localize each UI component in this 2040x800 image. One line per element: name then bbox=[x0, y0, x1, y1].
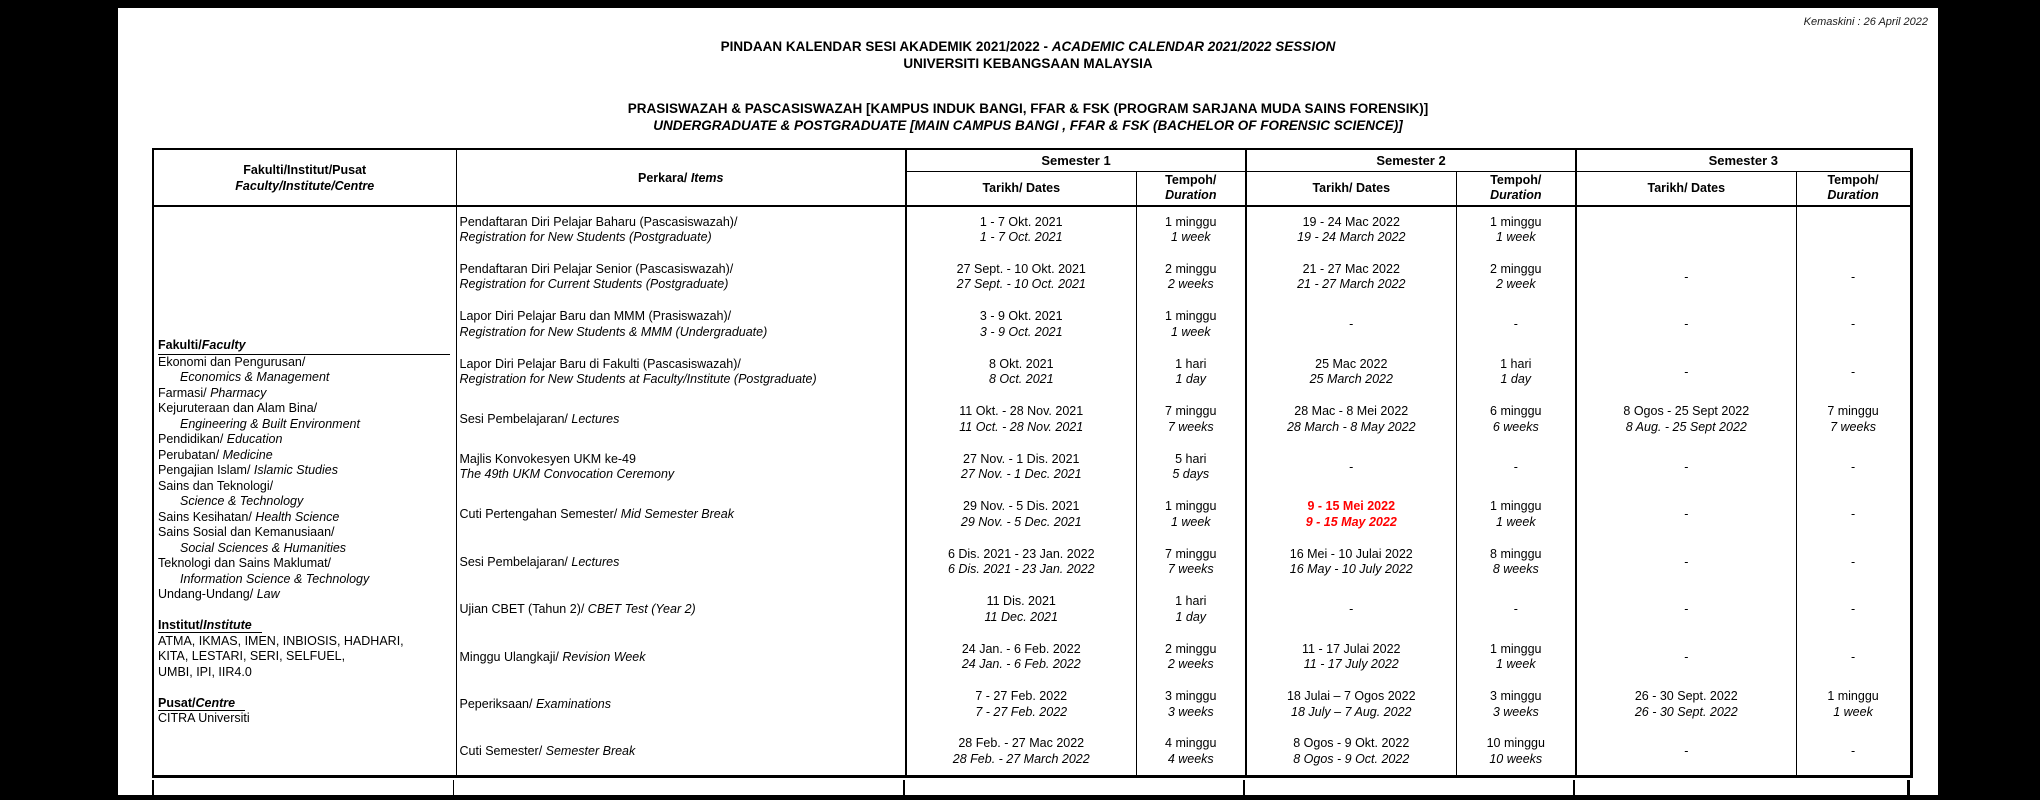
faculty-list-cell bbox=[153, 206, 456, 776]
cell-line: - bbox=[1349, 459, 1354, 474]
item-line: Registration for New Students at Faculty/Institute (Postgraduate) bbox=[459, 372, 817, 387]
cell-line: 28 Feb. - 27 March 2022 bbox=[952, 751, 1090, 766]
cell-line: 1 minggu bbox=[1490, 499, 1542, 514]
sem2-dates-cell bbox=[1246, 681, 1456, 729]
cell-line: 29 Nov. - 5 Dis. 2021 bbox=[963, 499, 1080, 514]
sem3-dates-cell bbox=[1576, 681, 1796, 729]
cell-line: 1 - 7 Oct. 2021 bbox=[979, 230, 1063, 245]
sem3-dates-cell bbox=[1576, 634, 1796, 682]
faculty-line bbox=[158, 680, 452, 696]
cell-line: 1 hari bbox=[1175, 594, 1207, 609]
cell-line: 27 Nov. - 1 Dis. 2021 bbox=[963, 451, 1080, 466]
cell-line: - bbox=[1850, 649, 1856, 664]
sem3-dates-cell bbox=[1576, 301, 1796, 349]
faculty-column-header: Fakulti/Institut/Pusat Faculty/Institute/Centre bbox=[153, 149, 456, 206]
cell-line: 6 Dis. 2021 - 23 Jan. 2022 bbox=[947, 546, 1095, 561]
sem2-dates-cell bbox=[1246, 539, 1456, 587]
cell-line: 8 weeks bbox=[1492, 562, 1539, 577]
item-line: Minggu Ulangkaji/ Revision Week bbox=[459, 649, 646, 664]
faculty-line: Sains dan Teknologi/ bbox=[158, 478, 274, 493]
cell-line: - bbox=[1684, 602, 1689, 616]
cell-line: 7 minggu bbox=[1165, 404, 1217, 419]
cell-line: - bbox=[1850, 743, 1856, 758]
document-header bbox=[118, 38, 1938, 134]
sem1-duration-cell bbox=[1136, 681, 1246, 729]
stub-line bbox=[453, 780, 454, 795]
sem2-dates-cell bbox=[1246, 444, 1456, 492]
sem3-dates-cell bbox=[1576, 586, 1796, 634]
cell-line: 3 minggu bbox=[1165, 689, 1217, 704]
cell-line: 1 hari bbox=[1500, 356, 1532, 371]
cell-line: 29 Nov. - 5 Dec. 2021 bbox=[960, 514, 1082, 529]
faculty-line: Information Science & Technology bbox=[180, 571, 370, 586]
item-cell bbox=[456, 681, 906, 729]
cell-line: 1 minggu bbox=[1490, 641, 1542, 656]
item-cell bbox=[456, 634, 906, 682]
cell-line: 26 - 30 Sept. 2022 bbox=[1634, 704, 1738, 719]
items-column-header: Perkara/ Items bbox=[456, 149, 906, 206]
sem1-dates-cell bbox=[906, 539, 1136, 587]
sem3-duration-cell bbox=[1796, 634, 1911, 682]
sem2-dates-header: Tarikh/ Dates bbox=[1246, 171, 1456, 206]
cell-line: 11 - 17 July 2022 bbox=[1303, 657, 1399, 672]
cell-line: 1 minggu bbox=[1165, 309, 1217, 324]
cell-line: 4 weeks bbox=[1167, 751, 1214, 766]
cell-line: - bbox=[1513, 459, 1518, 474]
sem1-duration-cell bbox=[1136, 491, 1246, 539]
cell-line: 4 minggu bbox=[1165, 736, 1217, 750]
sem3-duration-cell bbox=[1796, 491, 1911, 539]
sem1-duration-cell bbox=[1136, 206, 1246, 254]
stub-line bbox=[1243, 780, 1245, 795]
item-line: Sesi Pembelajaran/ Lectures bbox=[459, 554, 620, 569]
item-line: Lapor Diri Pelajar Baru dan MMM (Prasiswazah)/ bbox=[459, 309, 732, 324]
item-line: Registration for New Students & MMM (Undergraduate) bbox=[459, 324, 768, 339]
sem1-duration-cell bbox=[1136, 349, 1246, 397]
sem1-duration-cell bbox=[1136, 586, 1246, 634]
cell-line: 3 minggu bbox=[1490, 689, 1542, 704]
cell-line: - bbox=[1684, 649, 1689, 664]
sem3-duration-cell bbox=[1796, 444, 1911, 492]
cell-line: 7 weeks bbox=[1167, 419, 1214, 434]
item-line: Pendaftaran Diri Pelajar Senior (Pascasiswazah)/ bbox=[459, 261, 734, 276]
cell-line: - bbox=[1513, 602, 1518, 616]
sem2-dates-cell bbox=[1246, 349, 1456, 397]
item-line: Registration for New Students (Postgraduate) bbox=[459, 230, 712, 245]
sem2-duration-cell bbox=[1456, 444, 1576, 492]
cell-line: - bbox=[1850, 317, 1856, 331]
cell-line: 8 Ogos - 25 Sept 2022 bbox=[1623, 404, 1750, 419]
sem1-dates-cell bbox=[906, 729, 1136, 777]
item-cell bbox=[456, 586, 906, 634]
sem1-dates-cell bbox=[906, 634, 1136, 682]
cell-line: - bbox=[1684, 554, 1689, 569]
cell-line: 7 - 27 Feb. 2022 bbox=[975, 704, 1068, 719]
sem2-dates-cell bbox=[1246, 729, 1456, 777]
item-cell bbox=[456, 729, 906, 777]
sem2-duration-header: Tempoh/ Duration bbox=[1456, 171, 1576, 206]
sem2-duration-cell bbox=[1456, 206, 1576, 254]
sem3-dates-header: Tarikh/ Dates bbox=[1576, 171, 1796, 206]
faculty-line: Perubatan/ Medicine bbox=[158, 447, 273, 462]
sem3-duration-cell bbox=[1796, 729, 1911, 777]
sem2-dates-cell bbox=[1246, 206, 1456, 254]
cell-line: 1 minggu bbox=[1490, 214, 1542, 229]
faculty-line: CITRA Universiti bbox=[158, 711, 250, 725]
cell-line: 8 Okt. 2021 bbox=[988, 356, 1054, 371]
cell-line: 25 March 2022 bbox=[1309, 372, 1393, 387]
item-cell bbox=[456, 254, 906, 302]
cell-line: 18 July – 7 Aug. 2022 bbox=[1291, 704, 1412, 719]
sem3-duration-cell bbox=[1796, 254, 1911, 302]
faculty-line: Science & Technology bbox=[180, 494, 304, 508]
cell-line: - bbox=[1850, 459, 1856, 474]
cell-line: 3 weeks bbox=[1492, 704, 1539, 719]
cell-line: 28 March - 8 May 2022 bbox=[1286, 419, 1416, 434]
sem3-duration-cell bbox=[1796, 586, 1911, 634]
faculty-line: UMBI, IPI, IIR4.0 bbox=[158, 664, 252, 679]
cell-line: 8 Oct. 2021 bbox=[988, 372, 1054, 387]
cell-line: 1 week bbox=[1170, 514, 1211, 529]
sem1-duration-cell bbox=[1136, 396, 1246, 444]
cell-line: 1 minggu bbox=[1165, 214, 1217, 229]
sem1-duration-cell bbox=[1136, 254, 1246, 302]
cell-line: 2 week bbox=[1495, 277, 1536, 292]
sem1-duration-cell bbox=[1136, 444, 1246, 492]
faculty-line: Pengajian Islam/ Islamic Studies bbox=[158, 463, 338, 477]
faculty-line: Fakulti/Faculty bbox=[158, 338, 450, 355]
cell-line: 1 week bbox=[1833, 704, 1873, 719]
cell-line: 7 minggu bbox=[1165, 546, 1217, 561]
cell-line: 24 Jan. - 6 Feb. 2022 bbox=[961, 657, 1081, 672]
item-cell bbox=[456, 491, 906, 539]
cell-line: - bbox=[1684, 743, 1689, 758]
sem3-duration-cell bbox=[1796, 301, 1911, 349]
cell-line: 7 - 27 Feb. 2022 bbox=[975, 689, 1068, 704]
cell-line: 1 day bbox=[1500, 372, 1532, 387]
stub-line bbox=[903, 780, 905, 795]
faculty-line: Ekonomi dan Pengurusan/ bbox=[158, 354, 306, 369]
cell-line: - bbox=[1349, 317, 1354, 331]
cell-line: 6 minggu bbox=[1490, 404, 1542, 419]
sem2-dates-cell bbox=[1246, 491, 1456, 539]
item-line: The 49th UKM Convocation Ceremony bbox=[459, 467, 675, 482]
item-cell bbox=[456, 206, 906, 254]
stub-line bbox=[152, 780, 154, 795]
sem1-dates-header: Tarikh/ Dates bbox=[906, 171, 1136, 206]
cell-line: 8 Ogos - 9 Okt. 2022 bbox=[1293, 736, 1410, 750]
semester-1-header: Semester 1 bbox=[906, 149, 1246, 171]
sem1-duration-cell bbox=[1136, 729, 1246, 777]
cell-line: 9 - 15 Mei 2022 bbox=[1307, 499, 1396, 514]
cell-line: 28 Mac - 8 Mei 2022 bbox=[1294, 404, 1409, 419]
item-line: Registration for Current Students (Postgraduate) bbox=[459, 277, 729, 292]
cell-line: 5 days bbox=[1172, 467, 1210, 482]
cell-line: 1 week bbox=[1495, 514, 1536, 529]
stub-line bbox=[1907, 780, 1910, 795]
sem2-duration-cell bbox=[1456, 729, 1576, 777]
cell-line: 7 weeks bbox=[1167, 562, 1214, 577]
cell-line: 8 Aug. - 25 Sept 2022 bbox=[1625, 419, 1747, 434]
sem1-dates-cell bbox=[906, 444, 1136, 492]
cell-line: 2 minggu bbox=[1490, 261, 1542, 276]
sem2-duration-cell bbox=[1456, 491, 1576, 539]
sem3-dates-cell bbox=[1576, 491, 1796, 539]
document-page bbox=[118, 8, 1938, 795]
cell-line: 19 - 24 Mac 2022 bbox=[1302, 214, 1400, 229]
cell-line: 3 - 9 Okt. 2021 bbox=[979, 309, 1063, 324]
cell-line: - bbox=[1850, 269, 1856, 284]
cell-line: 18 Julai – 7 Ogos 2022 bbox=[1286, 689, 1416, 704]
cell-line: 1 minggu bbox=[1827, 689, 1879, 704]
sem1-dates-cell bbox=[906, 301, 1136, 349]
sem1-dates-cell bbox=[906, 586, 1136, 634]
faculty-line: Economics & Management bbox=[180, 370, 330, 384]
sem1-duration-cell bbox=[1136, 634, 1246, 682]
cell-line: 19 - 24 March 2022 bbox=[1297, 230, 1406, 245]
cell-line: - bbox=[1850, 364, 1856, 379]
faculty-line: Pendidikan/ Education bbox=[158, 432, 283, 446]
cell-line: - bbox=[1684, 269, 1689, 284]
semester-3-header: Semester 3 bbox=[1576, 149, 1911, 171]
cell-line: 3 - 9 Oct. 2021 bbox=[979, 324, 1063, 339]
sem3-dates-cell bbox=[1576, 349, 1796, 397]
cell-line: 2 weeks bbox=[1167, 277, 1214, 292]
sem3-duration-header: Tempoh/ Duration bbox=[1796, 171, 1911, 206]
cell-line: - bbox=[1850, 507, 1856, 521]
cell-line: 11 Okt. - 28 Nov. 2021 bbox=[959, 404, 1084, 419]
item-line: Pendaftaran Diri Pelajar Baharu (Pascasiswazah)/ bbox=[459, 214, 738, 229]
item-line: Peperiksaan/ Examinations bbox=[459, 697, 611, 711]
cell-line: 11 Dis. 2021 bbox=[986, 594, 1056, 609]
faculty-line: Pusat/Centre bbox=[158, 696, 452, 712]
sem2-duration-cell bbox=[1456, 539, 1576, 587]
faculty-line: Undang-Undang/ Law bbox=[158, 587, 280, 601]
cell-line: 10 weeks bbox=[1489, 751, 1543, 766]
cell-line: 1 minggu bbox=[1165, 499, 1217, 514]
last-updated-label: Kemaskini : 26 April 2022 bbox=[1803, 16, 1928, 28]
item-cell bbox=[456, 396, 906, 444]
cell-line: 5 hari bbox=[1175, 451, 1207, 466]
cell-line: 6 weeks bbox=[1492, 419, 1539, 434]
sem2-dates-cell bbox=[1246, 586, 1456, 634]
cell-line: 1 week bbox=[1495, 230, 1536, 245]
faculty-line: Sains Sosial dan Kemanusiaan/ bbox=[158, 525, 335, 539]
sem2-duration-cell bbox=[1456, 586, 1576, 634]
next-row-stub bbox=[152, 780, 1910, 795]
cell-line: 11 Dec. 2021 bbox=[984, 609, 1058, 624]
cell-line: - bbox=[1513, 317, 1518, 331]
cell-line: - bbox=[1349, 602, 1354, 616]
cell-line: 1 day bbox=[1175, 609, 1207, 624]
sem3-duration-cell bbox=[1796, 396, 1911, 444]
sem3-dates-cell bbox=[1576, 539, 1796, 587]
document-subtitle-en: UNDERGRADUATE & POSTGRADUATE [MAIN CAMPUS BANGI , FFAR & FSK (BACHELOR OF FORENSIC SCIENCE)] bbox=[653, 118, 1403, 133]
cell-line: - bbox=[1684, 364, 1689, 379]
sem2-duration-cell bbox=[1456, 254, 1576, 302]
cell-line: 11 Oct. - 28 Nov. 2021 bbox=[959, 419, 1084, 434]
cell-line: 24 Jan. - 6 Feb. 2022 bbox=[961, 641, 1081, 656]
calendar-row bbox=[153, 206, 1911, 254]
sem2-duration-cell bbox=[1456, 349, 1576, 397]
semester-2-header: Semester 2 bbox=[1246, 149, 1576, 171]
item-line: Sesi Pembelajaran/ Lectures bbox=[459, 412, 620, 426]
item-cell bbox=[456, 444, 906, 492]
cell-line: 1 week bbox=[1170, 230, 1211, 245]
cell-line: 2 minggu bbox=[1165, 261, 1217, 276]
stub-line bbox=[1573, 780, 1575, 795]
cell-line: 7 weeks bbox=[1830, 419, 1876, 434]
sem3-dates-cell bbox=[1576, 206, 1796, 254]
item-cell bbox=[456, 349, 906, 397]
sem1-duration-cell bbox=[1136, 539, 1246, 587]
cell-line: 1 week bbox=[1495, 657, 1536, 672]
sem1-dates-cell bbox=[906, 349, 1136, 397]
sem2-dates-cell bbox=[1246, 254, 1456, 302]
cell-line: 27 Nov. - 1 Dec. 2021 bbox=[960, 467, 1082, 482]
sem1-dates-cell bbox=[906, 254, 1136, 302]
sem2-duration-cell bbox=[1456, 634, 1576, 682]
sem3-dates-cell bbox=[1576, 254, 1796, 302]
faculty-line: Social Sciences & Humanities bbox=[180, 540, 347, 555]
cell-line: - bbox=[1684, 459, 1689, 474]
cell-line: 6 Dis. 2021 - 23 Jan. 2022 bbox=[947, 562, 1095, 577]
faculty-line: Farmasi/ Pharmacy bbox=[158, 385, 267, 400]
cell-line: 8 Ogos - 9 Oct. 2022 bbox=[1293, 751, 1410, 766]
sem3-duration-cell bbox=[1796, 349, 1911, 397]
faculty-line bbox=[158, 603, 452, 619]
cell-line: 2 minggu bbox=[1165, 641, 1217, 656]
faculty-line: ATMA, IKMAS, IMEN, INBIOSIS, HADHARI, bbox=[158, 633, 404, 648]
cell-line: - bbox=[1684, 317, 1689, 331]
sem3-duration-cell bbox=[1796, 681, 1911, 729]
cell-line: 8 minggu bbox=[1490, 546, 1542, 561]
cell-line: 2 weeks bbox=[1167, 657, 1214, 672]
item-line: Lapor Diri Pelajar Baru di Fakulti (Pascasiswazah)/ bbox=[459, 356, 741, 371]
cell-line: 7 minggu bbox=[1827, 404, 1879, 419]
cell-line: 3 weeks bbox=[1167, 704, 1214, 719]
cell-line: 25 Mac 2022 bbox=[1315, 356, 1388, 371]
academic-calendar-table bbox=[152, 148, 1913, 778]
cell-line: 16 Mei - 10 Julai 2022 bbox=[1289, 546, 1413, 561]
sem2-dates-cell bbox=[1246, 301, 1456, 349]
sem3-dates-cell bbox=[1576, 729, 1796, 777]
faculty-line: Sains Kesihatan/ Health Science bbox=[158, 509, 340, 524]
cell-line: 21 - 27 Mac 2022 bbox=[1302, 261, 1400, 276]
cell-line: 26 - 30 Sept. 2022 bbox=[1634, 689, 1738, 704]
document-title: PINDAAN KALENDAR SESI AKADEMIK 2021/2022 - ACADEMIC CALENDAR 2021/2022 SESSION bbox=[720, 39, 1336, 54]
sem1-duration-cell bbox=[1136, 301, 1246, 349]
item-line: Majlis Konvokesyen UKM ke-49 bbox=[459, 451, 636, 466]
cell-line: 1 day bbox=[1175, 372, 1207, 387]
sem2-duration-cell bbox=[1456, 681, 1576, 729]
sem2-dates-cell bbox=[1246, 396, 1456, 444]
sem3-duration-cell bbox=[1796, 206, 1911, 254]
cell-line: 28 Feb. - 27 Mac 2022 bbox=[958, 736, 1085, 750]
sem1-dates-cell bbox=[906, 396, 1136, 444]
cell-line: 11 - 17 Julai 2022 bbox=[1302, 641, 1401, 656]
cell-line: 10 minggu bbox=[1486, 736, 1545, 750]
cell-line: 1 hari bbox=[1175, 356, 1207, 371]
sem1-duration-header: Tempoh/ Duration bbox=[1136, 171, 1246, 206]
item-cell bbox=[456, 301, 906, 349]
university-name: UNIVERSITI KEBANGSAAN MALAYSIA bbox=[903, 56, 1153, 71]
cell-line: 16 May - 10 July 2022 bbox=[1289, 562, 1413, 577]
item-cell bbox=[456, 539, 906, 587]
cell-line: 1 - 7 Okt. 2021 bbox=[979, 214, 1063, 229]
cell-line: - bbox=[1850, 602, 1856, 616]
sem2-duration-cell bbox=[1456, 396, 1576, 444]
item-line: Ujian CBET (Tahun 2)/ CBET Test (Year 2) bbox=[459, 602, 696, 616]
sem1-dates-cell bbox=[906, 491, 1136, 539]
faculty-line: Institut/Institute bbox=[158, 618, 452, 634]
sem3-duration-cell bbox=[1796, 539, 1911, 587]
faculty-line: KITA, LESTARI, SERI, SELFUEL, bbox=[158, 649, 346, 663]
cell-line: 21 - 27 March 2022 bbox=[1297, 277, 1406, 292]
cell-line: 27 Sept. - 10 Okt. 2021 bbox=[956, 261, 1086, 276]
sem3-dates-cell bbox=[1576, 396, 1796, 444]
sem2-dates-cell bbox=[1246, 634, 1456, 682]
sem2-duration-cell bbox=[1456, 301, 1576, 349]
cell-line: 9 - 15 May 2022 bbox=[1305, 514, 1397, 529]
cell-line: - bbox=[1684, 507, 1689, 521]
document-subtitle-my: PRASISWAZAH & PASCASISWAZAH [KAMPUS INDUK BANGI, FFAR & FSK (PROGRAM SARJANA MUDA SAINS FORENSIK)] bbox=[627, 101, 1429, 116]
faculty-line: Engineering & Built Environment bbox=[180, 416, 360, 431]
cell-line: - bbox=[1850, 554, 1856, 569]
item-line: Cuti Pertengahan Semester/ Mid Semester Break bbox=[459, 507, 734, 521]
cell-line: 27 Sept. - 10 Oct. 2021 bbox=[956, 277, 1086, 292]
faculty-line: Kejuruteraan dan Alam Bina/ bbox=[158, 401, 318, 415]
sem1-dates-cell bbox=[906, 206, 1136, 254]
item-line: Cuti Semester/ Semester Break bbox=[459, 743, 636, 758]
sem3-dates-cell bbox=[1576, 444, 1796, 492]
cell-line: 1 week bbox=[1170, 324, 1211, 339]
faculty-line: Teknologi dan Sains Maklumat/ bbox=[158, 556, 332, 570]
sem1-dates-cell bbox=[906, 681, 1136, 729]
